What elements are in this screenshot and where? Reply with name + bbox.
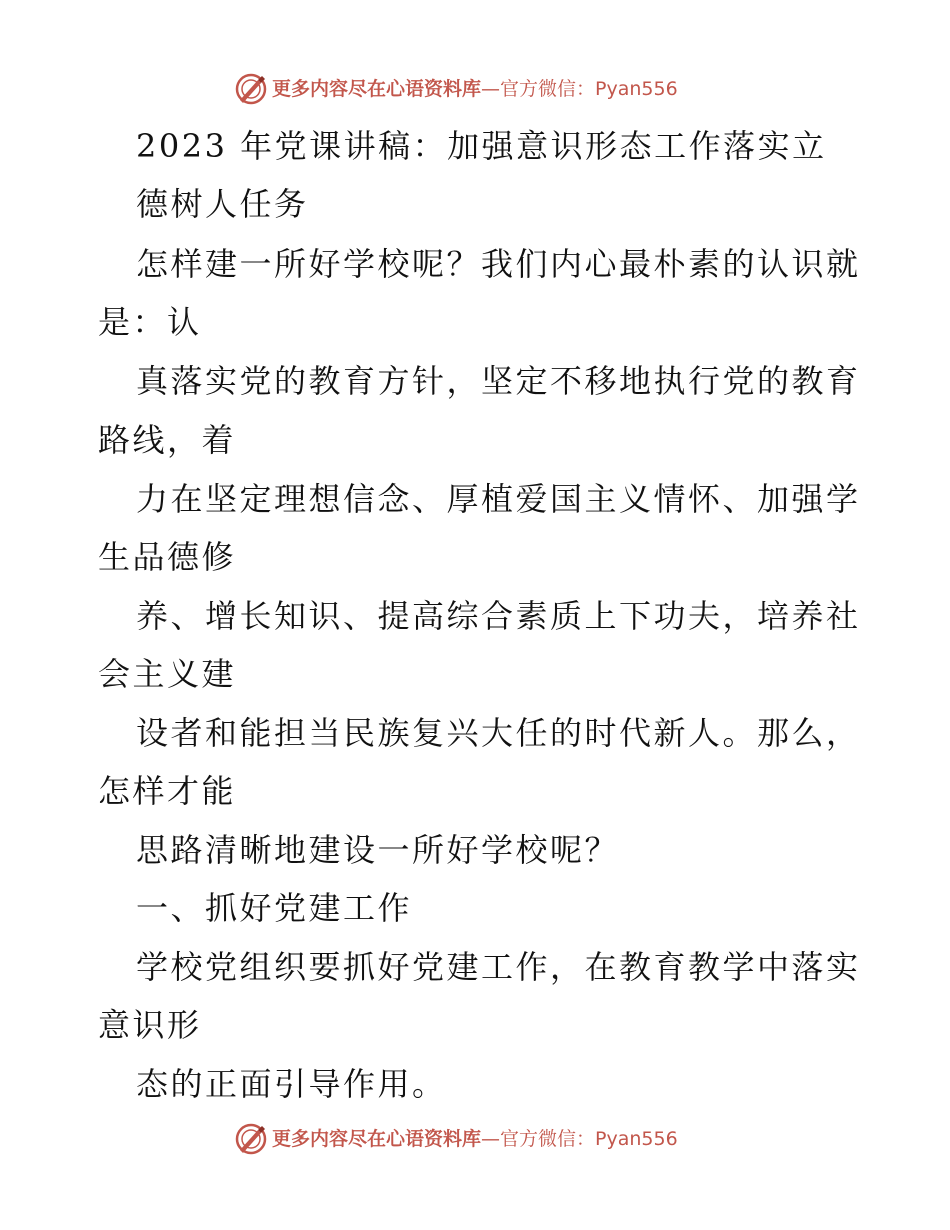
paragraph-line: 态的正面引导作用。 — [136, 1065, 447, 1103]
title-line-2: 德树人任务 — [136, 185, 309, 223]
paragraph-line: 思路清晰地建设一所好学校呢？ — [136, 831, 620, 869]
pen-logo-icon — [234, 1122, 268, 1156]
watermark-separator: — — [481, 78, 501, 100]
header-watermark — [234, 72, 678, 106]
paragraph-line: 力在坚定理想信念、厚植爱国主义情怀、加强学 — [136, 480, 861, 518]
paragraph-line: 设者和能担当民族复兴大任的时代新人。那么， — [136, 714, 861, 752]
pen-logo-icon — [234, 72, 268, 106]
paragraph-line: 学校党组织要抓好党建工作，在教育教学中落实 — [136, 948, 861, 986]
watermark-wechat: 官方微信：Pyan556 — [500, 1128, 678, 1150]
paragraph-line: 真落实党的教育方针，坚定不移地执行党的教育 — [136, 362, 861, 400]
paragraph-line: 是：认 — [98, 303, 202, 341]
paragraph-line: 意识形 — [98, 1006, 202, 1044]
paragraph-line: 路线，着 — [98, 421, 237, 459]
watermark-separator: — — [481, 1128, 501, 1150]
footer-watermark — [234, 1122, 678, 1156]
paragraph-line: 怎样建一所好学校呢？我们内心最朴素的认识就 — [136, 245, 861, 283]
title-line-1: 2023 年党课讲稿：加强意识形态工作落实立 — [136, 127, 827, 165]
section-heading: 一、抓好党建工作 — [136, 889, 413, 927]
watermark-wechat: 官方微信：Pyan556 — [500, 78, 678, 100]
watermark-text: 更多内容尽在心语资料库 — [272, 78, 482, 100]
paragraph-line: 生品德修 — [98, 538, 237, 576]
paragraph-line: 会主义建 — [98, 655, 237, 693]
watermark-text: 更多内容尽在心语资料库 — [272, 1128, 482, 1150]
paragraph-line: 养、增长知识、提高综合素质上下功夫，培养社 — [136, 597, 861, 635]
paragraph-line: 怎样才能 — [98, 772, 237, 810]
